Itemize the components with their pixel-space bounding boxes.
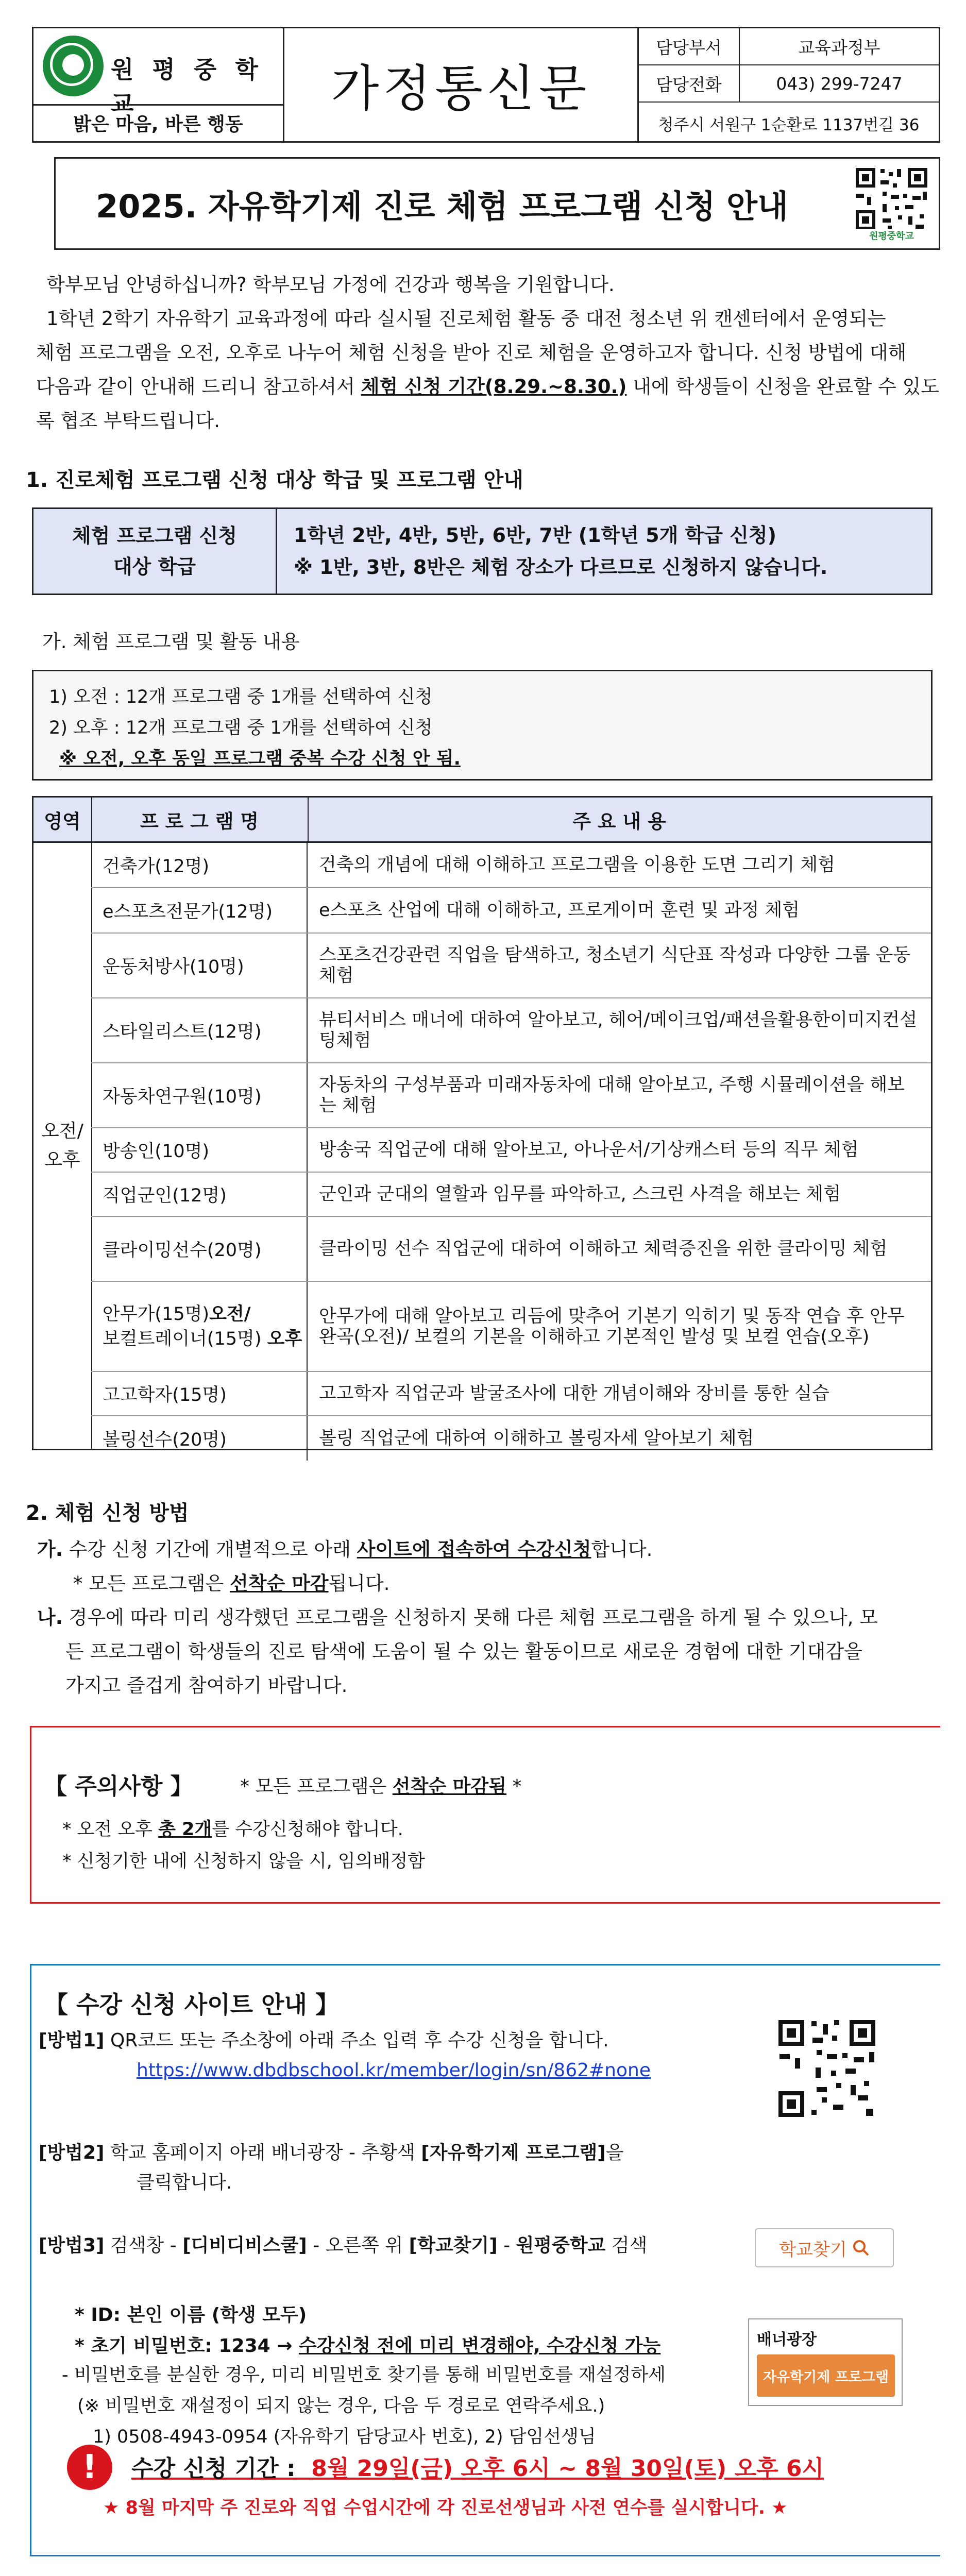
program-name: 스타일리스트(12명) <box>91 998 308 1062</box>
program-description: 방송국 직업군에 대해 알아보고, 아나운서/기상캐스터 등의 직무 체험 <box>319 1140 859 1160</box>
program-name: 고고학자(15명) <box>91 1372 308 1415</box>
method-ga-note: * 모든 프로그램은 선착순 마감됩니다. <box>73 1572 390 1595</box>
caution-subtitle: * 모든 프로그램은 선착순 마감됨 * <box>240 1776 522 1797</box>
program-row <box>91 1217 931 1282</box>
program-selection-box <box>32 670 933 781</box>
school-address: 청주시 서원구 1순환로 1137번길 36 <box>658 115 920 134</box>
title-qr-caption: 원평중학교 <box>852 229 931 242</box>
intro-line: 록 협조 부탁드립니다. <box>36 410 220 432</box>
area-cell: 오전/ 오후 <box>33 843 92 1449</box>
program-table <box>32 796 933 1450</box>
method-na-line: 든 프로그램이 학생들의 진로 탐색에 도움이 될 수 있는 활동이므로 새로운 경험에 대한 기대감을 <box>65 1640 862 1663</box>
header-area: 영역 <box>44 810 81 833</box>
subsection-a-title: 가. 체험 프로그램 및 활동 내용 <box>42 631 300 653</box>
school-emblem-icon <box>43 36 104 96</box>
program-table-header <box>33 798 931 843</box>
banner-plaza-box <box>748 2318 903 2406</box>
apply-period-highlight: 체험 신청 기간(8.29.~8.30.) <box>361 376 627 398</box>
caution-title: 【 주의사항 】 <box>44 1773 193 1800</box>
target-class-label: 체험 프로그램 신청 대상 학급 <box>33 509 277 594</box>
duplicate-note: ※ 오전, 오후 동일 프로그램 중복 수강 신청 안 됨. <box>59 749 461 769</box>
notice-title-box <box>54 157 940 250</box>
program-name: 직업군인(12명) <box>91 1173 308 1216</box>
program-row <box>91 1282 931 1372</box>
intro-paragraph <box>36 268 943 438</box>
free-semester-banner-button[interactable]: 자유학기제 프로그램 <box>757 2354 895 2397</box>
header-content: 주 요 내 용 <box>572 810 666 833</box>
program-row <box>91 1128 931 1173</box>
title-qr-code-icon <box>852 165 931 242</box>
header-program: 프 로 그 램 명 <box>140 810 259 833</box>
caution-box <box>30 1726 940 1904</box>
program-name: 방송인(10명) <box>91 1128 308 1172</box>
caution-line: * 신청기한 내에 신청하지 않을 시, 임의배정함 <box>62 1851 425 1872</box>
contact-info-table <box>637 27 940 143</box>
intro-line: 학부모님 안녕하십니까? 학부모님 가정에 건강과 행복을 기원합니다. <box>46 274 615 296</box>
search-icon <box>852 2239 870 2257</box>
program-description: 건축의 개념에 대해 이해하고 프로그램을 이용한 도면 그리기 체험 <box>319 855 835 875</box>
program-name: 볼링선수(20명) <box>91 1416 308 1461</box>
intro-line: 1학년 2학기 자유학기 교육과정에 따라 실시될 진로체험 활동 중 대전 청소년 위 캔센터에서 운영되는 <box>46 308 886 330</box>
school-motto: 밝은 마음, 바른 행동 <box>73 114 243 135</box>
intro-line: 다음과 같이 안내해 드리니 참고하셔서 체험 신청 기간(8.29.~8.30.) 내에 학생들이 신청을 완료할 수 있도 <box>36 376 940 398</box>
school-logo-box <box>32 27 284 143</box>
signup-url-link[interactable]: https://www.dbdbschool.kr/member/login/sn/862#none <box>137 2060 651 2081</box>
intro-line: 체험 프로그램을 오전, 오후로 나누어 체험 신청을 받아 진로 체험을 운영하고자 합니다. 신청 방법에 대해 <box>36 342 907 364</box>
program-name: 자동차연구원(10명) <box>91 1063 308 1127</box>
signup-qr-code-icon[interactable] <box>775 2017 878 2120</box>
program-name: 클라이밍선수(20명) <box>91 1217 308 1281</box>
phone-value: 043) 299-7247 <box>776 73 903 94</box>
apply-period: 수강 신청 기간 : 8월 29일(금) 오후 6시 ~ 8월 30일(토) 오후 6시 <box>131 2455 824 2482</box>
alert-icon: ! <box>67 2445 112 2490</box>
method-1: [방법1] QR코드 또는 주소창에 아래 주소 입력 후 수강 신청을 합니다. https://www.dbdbschool.kr/member/login/sn/862#none <box>39 2030 651 2081</box>
dept-label: 담당부서 <box>639 28 740 64</box>
morning-rule: 1) 오전 : 12개 프로그램 중 1개를 선택하여 신청 <box>49 687 433 707</box>
id-note: * ID: 본인 이름 (학생 모두) <box>75 2304 307 2326</box>
program-row <box>91 843 931 888</box>
notice-title: 2025. 자유학기제 진로 체험 프로그램 신청 안내 <box>96 187 788 225</box>
program-description: 자동차의 구성부품과 미래자동차에 대해 알아보고, 주행 시뮬레이션을 해보는 체험 <box>319 1075 905 1116</box>
method-na-line: 가지고 즐겁게 참여하기 바랍니다. <box>65 1674 348 1697</box>
phone-label: 담당전화 <box>639 65 740 101</box>
method-ga: 가. 수강 신청 기간에 개별적으로 아래 사이트에 접속하여 수강신청합니다. <box>37 1538 653 1561</box>
program-name: 안무가(15명)오전/ 보컬트레이너(15명) 오후 <box>91 1282 308 1371</box>
afternoon-rule: 2) 오후 : 12개 프로그램 중 1개를 선택하여 신청 <box>49 718 433 738</box>
program-row <box>91 1416 931 1461</box>
program-row <box>91 998 931 1063</box>
program-description: 뷰티서비스 매너에 대하여 알아보고, 헤어/메이크업/패션을활용한이미지컨설팅체험 <box>319 1010 918 1051</box>
program-row <box>91 1173 931 1217</box>
section-2-title: 2. 체험 신청 방법 <box>26 1501 189 1525</box>
program-row <box>91 1372 931 1416</box>
banner-plaza-label: 배너광장 <box>757 2331 817 2349</box>
program-name: e스포츠전문가(12명) <box>91 888 308 933</box>
program-description: 클라이밍 선수 직업군에 대하여 이해하고 체력증진을 위한 클라이밍 체험 <box>319 1239 888 1259</box>
site-guide-title: 【 수강 신청 사이트 안내 】 <box>44 1991 339 2019</box>
method-3: [방법3] 검색창 - [디비디비스쿨] - 오른쪽 위 [학교찾기] - 원평중학교 검색 <box>39 2235 648 2256</box>
program-description: e스포츠 산업에 대해 이해하고, 프로게이머 훈련 및 과정 체험 <box>319 900 800 921</box>
program-description: 군인과 군대의 열할과 임무를 파악하고, 스크린 사격을 해보는 체험 <box>319 1184 841 1205</box>
program-row <box>91 934 931 998</box>
program-name: 운동처방사(10명) <box>91 934 308 997</box>
caution-line: * 오전 오후 총 2개를 수강신청해야 합니다. <box>62 1819 403 1840</box>
program-row <box>91 1063 931 1128</box>
program-description: 스포츠건강관련 직업을 탐색하고, 청소년기 식단표 작성과 다양한 그룹 운동 체험 <box>319 945 911 986</box>
pre-training-note: ★ 8월 마지막 주 진로와 직업 수업시간에 각 진로선생님과 사전 연수를 실시합니다. ★ <box>103 2498 788 2518</box>
doc-type-title: 가정통신문 <box>284 27 637 143</box>
dept-value: 교육과정부 <box>798 37 880 58</box>
program-name: 건축가(12명) <box>91 843 308 887</box>
target-class-value: 1학년 2반, 4반, 5반, 6반, 7반 (1학년 5개 학급 신청) ※ 1반, 3반, 8반은 체험 장소가 다르므로 신청하지 않습니다. <box>294 524 828 579</box>
method-na: 나. 경우에 따라 미리 생각했던 프로그램을 신청하지 못해 다른 체험 프로그램을 하게 될 수 있으나, 모 <box>37 1606 878 1629</box>
method-2: [방법2] 학교 홈페이지 아래 배너광장 - 추황색 [자유학기제 프로그램]을 클릭합니다. <box>39 2142 624 2193</box>
program-row <box>91 888 931 934</box>
target-class-table <box>32 507 933 595</box>
find-school-button[interactable]: 학교찾기 <box>755 2228 894 2267</box>
program-description: 안무가에 대해 알아보고 리듬에 맞추어 기본기 익히기 및 동작 연습 후 안무 완곡(오전)/ 보컬의 기본을 이해하고 기본적인 발성 및 보컬 연습(오후) <box>319 1306 905 1347</box>
school-name: 원 평 중 학 교 <box>111 56 263 117</box>
method-block <box>37 1533 939 1703</box>
program-description: 볼링 직업군에 대하여 이해하고 볼링자세 알아보기 체험 <box>319 1428 754 1449</box>
program-description: 고고학자 직업군과 발굴조사에 대한 개념이해와 장비를 통한 실습 <box>319 1383 829 1404</box>
password-note: * 초기 비밀번호: 1234 → 수강신청 전에 미리 변경해야, 수강신청 가능 <box>75 2335 661 2357</box>
section-1-title: 1. 진로체험 프로그램 신청 대상 학급 및 프로그램 안내 <box>26 468 523 492</box>
lost-password-info: - 비밀번호를 분실한 경우, 미리 비밀번호 찾기를 통해 비밀번호를 재설정하세 (※ 비밀번호 재설정이 되지 않는 경우, 다음 두 경로로 연락주세요.) 1) 0508-4943-0954 (자유학기 담당교사 번호), 2) 담임선생님 <box>62 2365 666 2447</box>
